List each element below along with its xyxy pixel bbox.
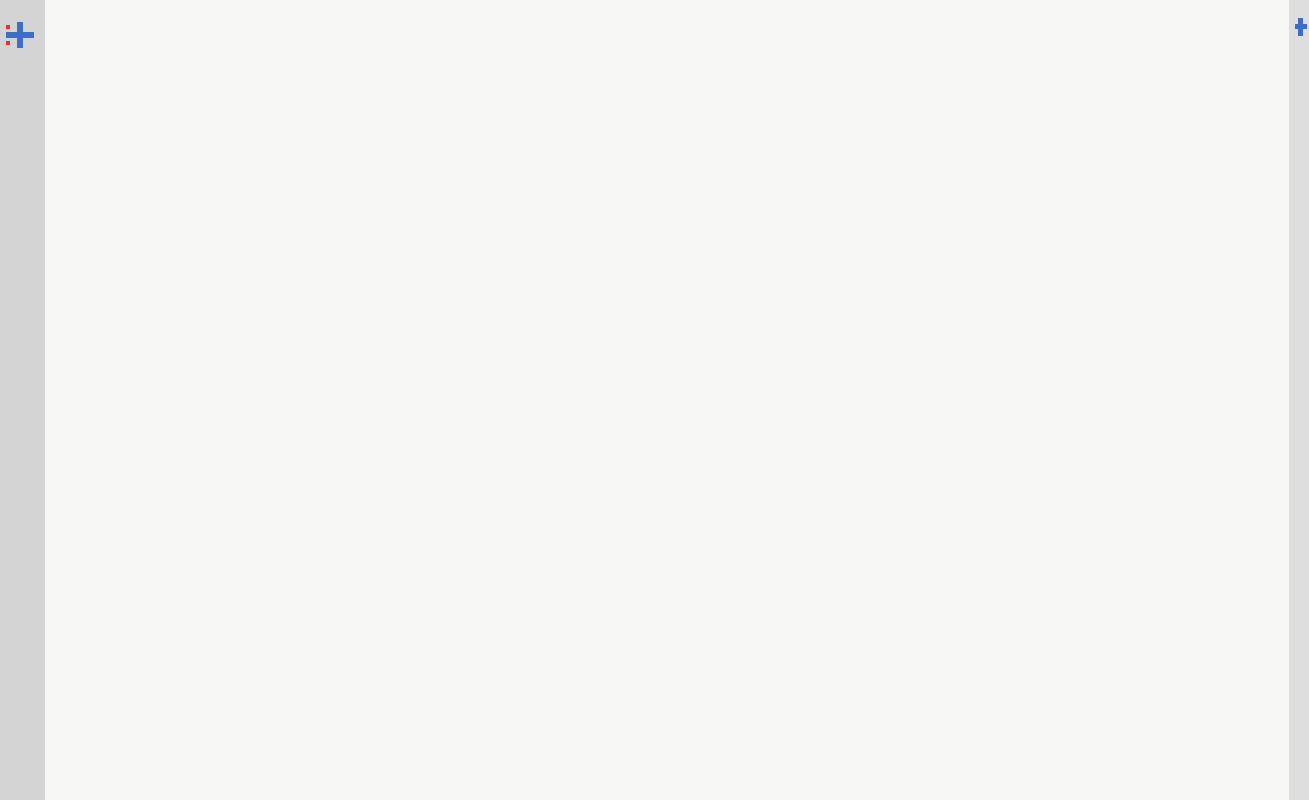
flag-icon xyxy=(6,22,34,48)
document-page xyxy=(45,0,1289,800)
flag-icon-right xyxy=(1295,18,1307,36)
page-content xyxy=(225,40,1275,660)
right-margin xyxy=(1289,0,1309,800)
left-margin xyxy=(0,0,45,800)
